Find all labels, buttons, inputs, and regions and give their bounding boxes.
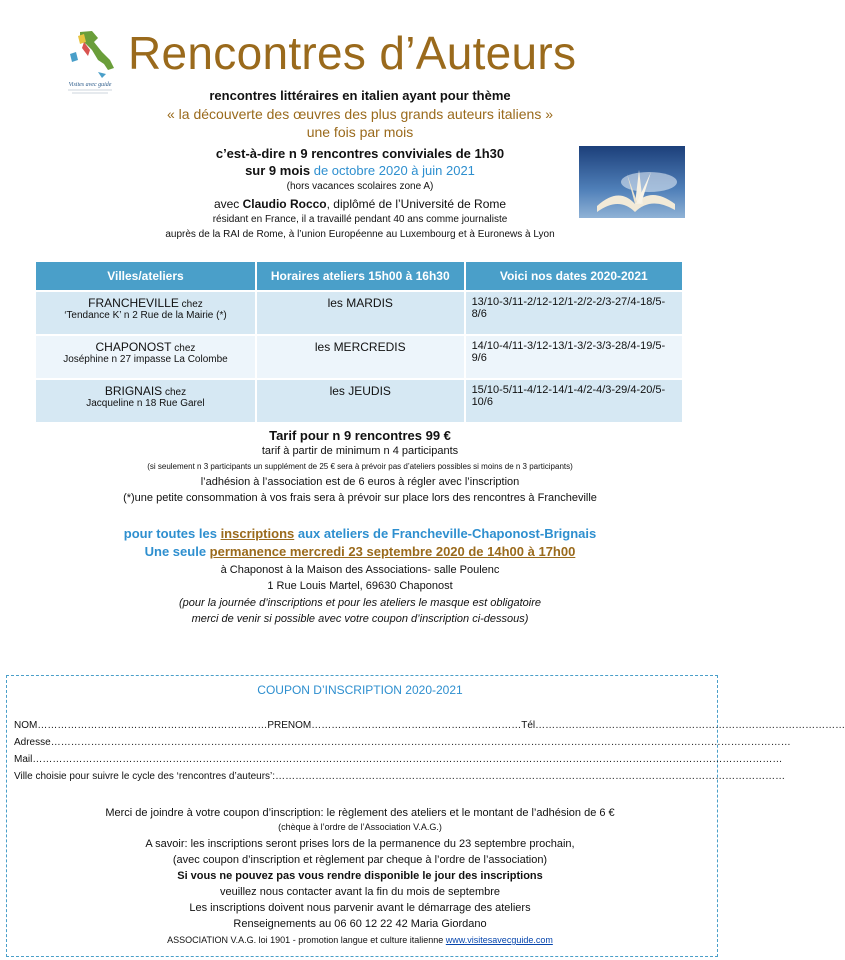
tarif-adhesion: l’adhésion à l’association est de 6 euros à régler avec l’inscription [200, 476, 520, 488]
city-name: BRIGNAIS [104, 384, 163, 398]
inscriptions-link-word: inscriptions [220, 526, 295, 541]
coupon-line-7: Les inscriptions doivent nous parvenir avant le démarrage des ateliers [189, 902, 531, 914]
header-line-4: c’est-à-dire n 9 rencontres conviviales de 1h30 [215, 146, 505, 161]
coupon-address-line: Adresse…………………………………………………………………………………………………………………………………………………………………………………………………… [14, 737, 791, 748]
tel-label: Tél [521, 720, 536, 731]
prenom-label: PRENOM [267, 720, 312, 731]
table-header-cities: Villes/ateliers [36, 262, 256, 291]
header-line-7-c: , diplômé de l’Université de Rome [326, 197, 507, 211]
workshop-dates: 13/10-3/11-2/12-12/1-2/2-2/3-27/4-18/5-8/6 [465, 291, 683, 335]
inscriptions-line-5: (pour la journée d’inscriptions et pour les ateliers le masque est obligatoire [179, 597, 541, 609]
coupon-name-line: NOM……………………………………………………………PRENOM………………………………………………………Tél………………………………………………………………………………… [14, 720, 845, 731]
inscriptions-line-1-a: pour toutes les [123, 526, 221, 541]
workshop-day: les JEUDIS [256, 379, 465, 422]
coupon-line-3: A savoir: les inscriptions seront prises lors de la permanence du 23 septembre prochain, [145, 838, 575, 850]
inscriptions-line-1-c: aux ateliers de Francheville-Chaponost-Brignais [294, 526, 597, 541]
nom-label: NOM [14, 720, 38, 731]
workshop-dates: 15/10-5/11-4/12-14/1-4/2-4/3-29/4-20/5-10/6 [465, 379, 683, 422]
inscriptions-line-3: à Chaponost à la Maison des Associations- salle Poulenc [220, 564, 500, 576]
table-row [36, 335, 683, 379]
coupon-line-9 [0, 935, 720, 945]
header-line-7-b: Claudio Rocco [242, 197, 327, 211]
table-header-dates: Voici nos dates 2020-2021 [465, 262, 683, 291]
city-chez: chez [162, 387, 187, 398]
table-row [36, 291, 683, 335]
coupon-line-2: (chèque à l’ordre de l’Association V.A.G.) [278, 822, 442, 832]
inscriptions-line-6: merci de venir si possible avec votre coupon d’inscription ci-dessous) [191, 613, 529, 625]
ville-label: Ville choisie pour suivre le cycle des ‘rencontres d’auteurs’: [14, 771, 276, 782]
workshops-table [36, 262, 684, 422]
city-address: ‘Tendance K’ n 2 Rue de la Mairie (*) [64, 310, 227, 321]
tarif-minimum: tarif à partir de minimum n 4 participants [261, 445, 459, 457]
association-text: ASSOCIATION V.A.G. loi 1901 - promotion langue et culture italienne [167, 935, 446, 945]
open-book-image [579, 146, 685, 218]
table-row [36, 379, 683, 422]
coupon-line-5: Si vous ne pouvez pas vous rendre disponible le jour des inscriptions [177, 870, 543, 882]
header-line-3: une fois par mois [306, 124, 414, 140]
header-line-1: rencontres littéraires en italien ayant pour thème [209, 88, 511, 103]
tarif-consommation: (*)une petite consommation à vos frais sera à prévoir sur place lors des rencontres à Francheville [123, 492, 597, 504]
header-line-5-b: de octobre 2020 à juin 2021 [313, 163, 475, 178]
city-chez: chez [178, 299, 203, 310]
coupon-mail-line: Mail……………………………………………………………………………………………………………………………………………………………………………………………………… [14, 754, 783, 765]
inscriptions-line-2 [0, 544, 720, 559]
logo-text: Visites avec guide [68, 82, 112, 88]
mail-label: Mail [14, 754, 33, 765]
coupon-line-6: veuillez nous contacter avant la fin du mois de septembre [219, 886, 501, 898]
tarif-title: Tarif pour n 9 rencontres 99 € [269, 428, 451, 443]
workshop-day: les MARDIS [256, 291, 465, 335]
coupon-line-1: Merci de joindre à votre coupon d’inscription: le règlement des ateliers et le montant de l’adhésion de 6 € [105, 807, 615, 819]
header-line-7-a: avec [213, 197, 243, 211]
coupon-title: COUPON D’INSCRIPTION 2020-2021 [257, 683, 463, 697]
city-name: FRANCHEVILLE [88, 296, 179, 310]
workshop-day: les MERCREDIS [256, 335, 465, 379]
coupon-city-line: Ville choisie pour suivre le cycle des ‘rencontres d’auteurs’:……………………………………………………………………………………………………………………………………… [14, 771, 786, 782]
permanence-date: permanence mercredi 23 septembre 2020 de 14h00 à 17h00 [209, 544, 576, 559]
city-address: Joséphine n 27 impasse La Colombe [63, 354, 228, 365]
inscriptions-line-4: 1 Rue Louis Martel, 69630 Chaponost [267, 580, 453, 592]
city-name: CHAPONOST [95, 340, 172, 354]
table-header-hours: Horaires ateliers 15h00 à 16h30 [256, 262, 465, 291]
adresse-label: Adresse [14, 737, 51, 748]
page-title: Rencontres d’Auteurs [128, 27, 577, 79]
header-line-8: résidant en France, il a travaillé pendant 40 ans comme journaliste [212, 214, 508, 225]
workshop-dates: 14/10-4/11-3/12-13/1-3/2-3/3-28/4-19/5-9/6 [465, 335, 683, 379]
city-address: Jacqueline n 18 Rue Garel [86, 398, 205, 409]
header-line-6: (hors vacances scolaires zone A) [286, 181, 434, 192]
header-line-2: « la découverte des œuvres des plus grands auteurs italiens » [167, 106, 553, 122]
header-line-5-a: sur 9 mois [245, 163, 314, 178]
header-line-9: auprès de la RAI de Rome, à l’union Européenne au Luxembourg et à Euronews à Lyon [165, 229, 555, 240]
city-chez: chez [171, 343, 196, 354]
tarif-note: (si seulement n 3 participants un supplément de 25 € sera à prévoir pas d’ateliers possibles si moins de n 3 participants) [147, 462, 573, 471]
coupon-line-4: (avec coupon d’inscription et règlement par cheque à l’ordre de l’association) [172, 854, 548, 866]
inscriptions-line-1 [0, 526, 720, 541]
website-link[interactable]: www.visitesavecguide.com [445, 935, 553, 945]
inscriptions-line-2-a: Une seule [144, 544, 210, 559]
coupon-line-8: Renseignements au 06 60 12 22 42 Maria Giordano [233, 918, 487, 930]
